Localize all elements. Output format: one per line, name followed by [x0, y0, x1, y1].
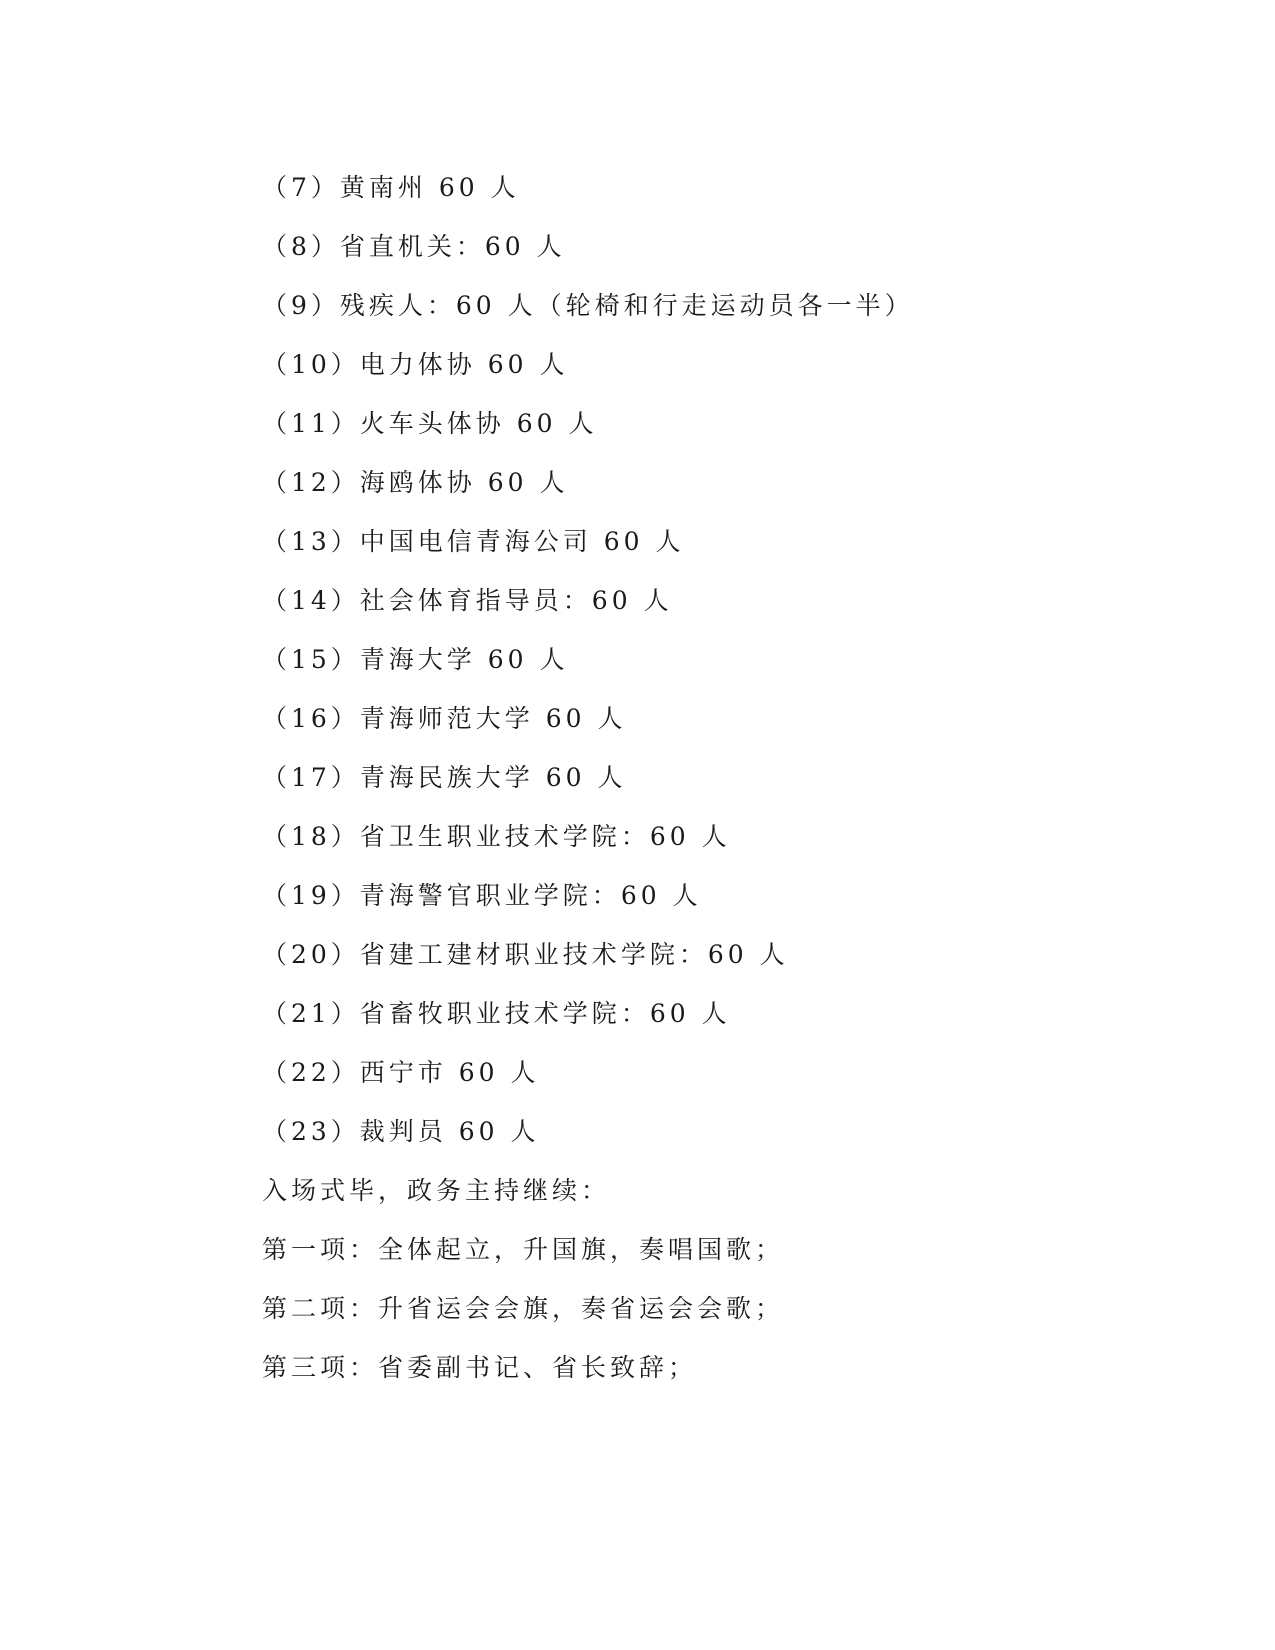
team-list-item: （23）裁判员 60 人: [262, 1117, 540, 1146]
document-body: [262, 158, 1162, 1397]
team-list-item: （7）黄南州 60 人: [262, 173, 520, 202]
team-list-item: （9）残疾人：60 人（轮椅和行走运动员各一半）: [262, 291, 914, 320]
paragraph-text: 入场式毕，政务主持继续：: [262, 1176, 611, 1205]
team-list-item: （21）省畜牧职业技术学院：60 人: [262, 999, 731, 1028]
team-list-item: （19）青海警官职业学院：60 人: [262, 881, 702, 910]
ceremony-item: 第三项：省委副书记、省长致辞；: [262, 1353, 698, 1382]
team-list-item: （15）青海大学 60 人: [262, 645, 569, 674]
team-list-item: （18）省卫生职业技术学院：60 人: [262, 822, 731, 851]
ceremony-item: 第二项：升省运会会旗，奏省运会会歌；: [262, 1294, 785, 1323]
team-list-item: （13）中国电信青海公司 60 人: [262, 527, 685, 556]
team-list-item: （20）省建工建材职业技术学院：60 人: [262, 940, 789, 969]
team-list-item: （14）社会体育指导员：60 人: [262, 586, 673, 615]
team-list-item: （17）青海民族大学 60 人: [262, 763, 627, 792]
ceremony-item: 第一项：全体起立，升国旗，奏唱国歌；: [262, 1235, 785, 1264]
team-list-item: （16）青海师范大学 60 人: [262, 704, 627, 733]
team-list-item: （22）西宁市 60 人: [262, 1058, 540, 1087]
team-list-item: （8）省直机关：60 人: [262, 232, 566, 261]
team-list-item: （12）海鸥体协 60 人: [262, 468, 569, 497]
team-list-item: （11）火车头体协 60 人: [262, 409, 598, 438]
team-list-item: （10）电力体协 60 人: [262, 350, 569, 379]
